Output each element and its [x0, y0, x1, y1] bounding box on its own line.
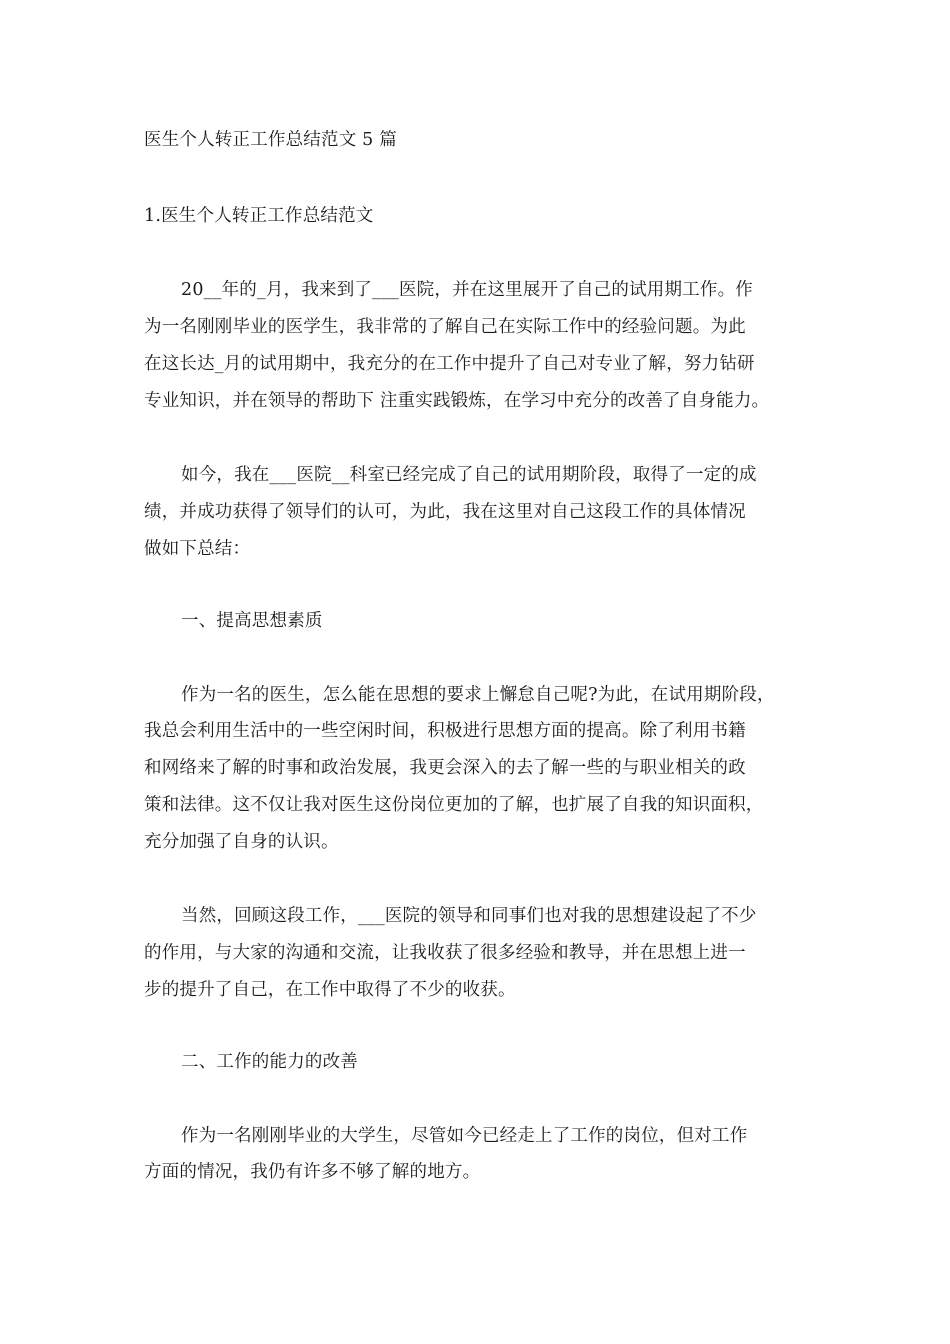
section-heading: 一、提高思想素质	[181, 611, 323, 631]
paragraph-line: 当然，回顾这段工作，___医院的领导和同事们也对我的思想建设起了不少	[181, 906, 757, 926]
paragraph-line: 在这长达_月的试用期中，我充分的在工作中提升了自己对专业了解，努力钻研	[144, 354, 755, 374]
paragraph-line: 和网络来了解的时事和政治发展，我更会深入的去了解一些的与职业相关的政	[144, 758, 746, 778]
paragraph-line: 专业知识，并在领导的帮助下 注重实践锻炼，在学习中充分的改善了自身能力。	[144, 391, 770, 411]
paragraph-line: 方面的情况，我仍有许多不够了解的地方。	[144, 1162, 481, 1182]
paragraph-line: 为一名刚刚毕业的医学生，我非常的了解自己在实际工作中的经验问题。为此	[144, 317, 746, 337]
paragraph-line: 充分加强了自身的认识。	[144, 832, 339, 852]
paragraph-line: 步的提升了自己，在工作中取得了不少的收获。	[144, 980, 516, 1000]
section-heading: 二、工作的能力的改善	[181, 1052, 358, 1072]
paragraph-line: 作为一名的医生，怎么能在思想的要求上懈怠自己呢?为此，在试用期阶段，	[181, 685, 775, 705]
paragraph-line: 我总会利用生活中的一些空闲时间，积极进行思想方面的提高。除了利用书籍	[144, 721, 746, 741]
paragraph-line: 绩，并成功获得了领导们的认可，为此，我在这里对自己这段工作的具体情况	[144, 502, 746, 522]
paragraph-line: 策和法律。这不仅让我对医生这份岗位更加的了解，也扩展了自我的知识面积，	[144, 795, 764, 815]
paragraph-line: 做如下总结：	[144, 539, 251, 559]
section-title: 1.医生个人转正工作总结范文	[144, 206, 374, 226]
document-title: 医生个人转正工作总结范文 5 篇	[144, 130, 397, 150]
paragraph-line: 作为一名刚刚毕业的大学生，尽管如今已经走上了工作的岗位，但对工作	[181, 1126, 748, 1146]
paragraph-line: 如今，我在___医院__科室已经完成了自己的试用期阶段，取得了一定的成	[181, 465, 757, 485]
paragraph-line: 20__年的_月，我来到了___医院，并在这里展开了自己的试用期工作。作	[181, 280, 753, 300]
paragraph-line: 的作用，与大家的沟通和交流，让我收获了很多经验和教导，并在思想上进一	[144, 943, 746, 963]
